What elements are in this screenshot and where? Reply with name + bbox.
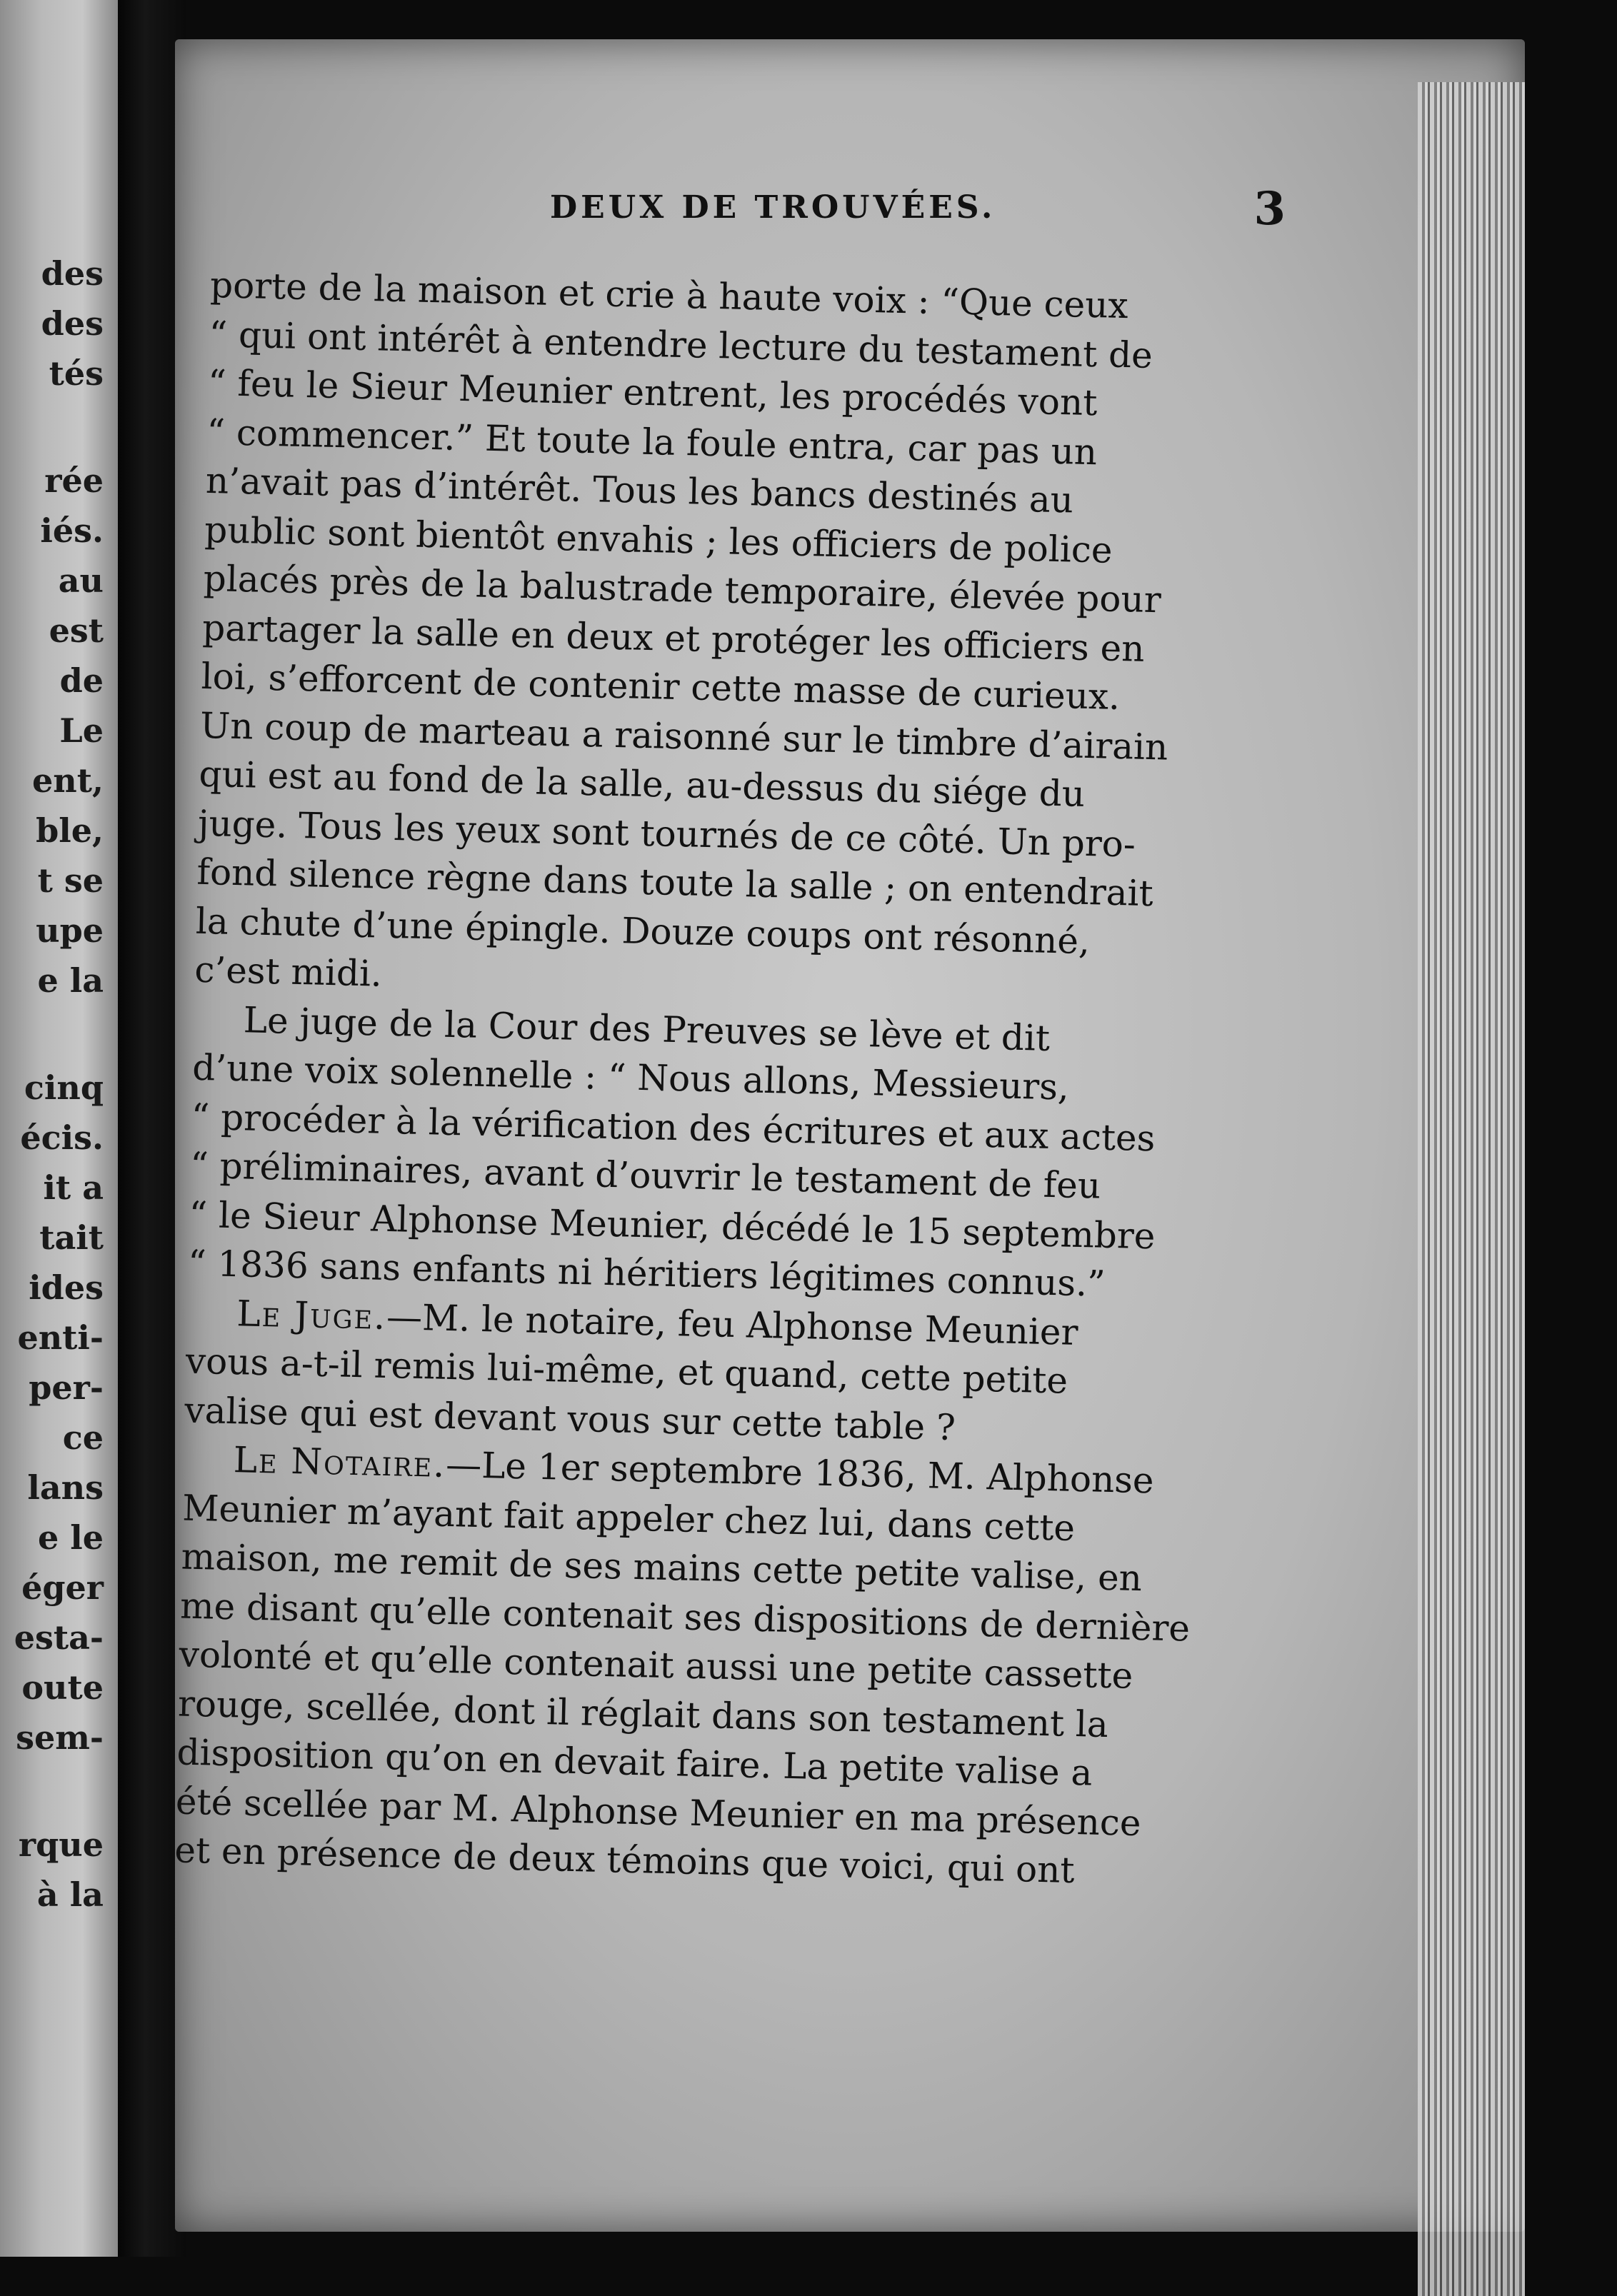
- text-line: d’une voix solennelle : “ Nous allons, Messieurs,: [191, 1046, 1070, 1108]
- text-line: été scellée par M. Alphonse Meunier en ma présence: [175, 1780, 1142, 1844]
- previous-page-text-fragment: oute: [21, 1668, 104, 1707]
- text-line: la chute d’une épingle. Douze coups ont résonné,: [195, 900, 1091, 962]
- previous-page-text-fragment: enti-: [17, 1318, 104, 1357]
- text-line: Un coup de marteau a raisonné sur le timbre d’airain: [199, 704, 1168, 768]
- previous-page-text-fragment: e le: [37, 1518, 104, 1557]
- previous-page-text-fragment: cinq: [24, 1068, 104, 1107]
- previous-page-text-fragment: est: [49, 611, 104, 650]
- text-line: public sont bientôt envahis ; les officiers de police: [204, 508, 1113, 571]
- previous-page-text-fragment: tait: [39, 1218, 104, 1257]
- text-line: rouge, scellée, dont il réglait dans son testament la: [177, 1682, 1109, 1745]
- page-stack-edge: [1418, 82, 1525, 2296]
- previous-page-text-fragment: ble,: [36, 811, 104, 850]
- speaker-label: Le Notaire.: [233, 1439, 446, 1485]
- text-line: “ préliminaires, avant d’ouvrir le testament de feu: [189, 1144, 1101, 1207]
- dialogue-text: —Le 1er septembre 1836, M. Alphonse: [445, 1443, 1155, 1502]
- previous-page-text-fragment: per-: [29, 1368, 104, 1407]
- text-line: juge. Tous les yeux sont tournés de ce côté. Un pro-: [197, 802, 1136, 866]
- text-line: Meunier m’ayant fait appeler chez lui, dans cette: [181, 1487, 1076, 1549]
- text-line: partager la salle en deux et protéger les officiers en: [201, 606, 1146, 670]
- text-line: “ commencer.” Et toute la foule entra, car pas un: [206, 411, 1098, 473]
- previous-page-text-fragment: ce: [62, 1418, 104, 1457]
- page-header: [264, 182, 1286, 239]
- text-line: disposition qu’on en devait faire. La petite valise a: [176, 1731, 1093, 1794]
- body-text: [174, 261, 1253, 1898]
- previous-page-text-fragment: esta-: [14, 1618, 104, 1657]
- text-line: qui est au fond de la salle, au-dessus du siége du: [199, 753, 1086, 815]
- text-line: Le juge de la Cour des Preuves se lève et dit: [243, 998, 1051, 1059]
- previous-page-text-fragment: tés: [49, 354, 104, 393]
- text-line: “ qui ont intérêt à entendre lecture du testament de: [209, 313, 1153, 376]
- previous-page-text-fragment: des: [41, 254, 104, 293]
- previous-page-text-fragment: écis.: [20, 1118, 104, 1157]
- text-line: “ procéder à la vérification des écritures et aux actes: [191, 1096, 1156, 1159]
- text-line: volonté et qu’elle contenait aussi une petite cassette: [179, 1633, 1133, 1697]
- text-line: maison, me remit de ses mains cette petite valise, en: [181, 1535, 1143, 1600]
- previous-page-text-fragment: t se: [37, 861, 104, 900]
- text-line: placés près de la balustrade temporaire, élevée pour: [203, 557, 1162, 621]
- previous-page-text-fragment: éger: [21, 1568, 104, 1607]
- text-line: “ feu le Sieur Meunier entrent, les procédés vont: [207, 361, 1098, 424]
- previous-page-text-fragment: au: [58, 561, 104, 600]
- previous-page-text-fragment: rée: [44, 461, 104, 500]
- previous-page-text-fragment: ent,: [32, 761, 104, 800]
- previous-page-text-fragment: ides: [29, 1268, 104, 1307]
- previous-page-text-fragment: upe: [36, 911, 104, 950]
- text-line: loi, s’efforcent de contenir cette masse de curieux.: [201, 655, 1121, 718]
- page-number: 3: [1253, 182, 1286, 236]
- previous-page-text-fragment: e la: [37, 961, 104, 1000]
- text-line: valise qui est devant vous sur cette table ?: [184, 1389, 956, 1448]
- text-line: et en présence de deux témoins que voici, qui ont: [174, 1829, 1076, 1892]
- previous-page-text-fragment: lans: [27, 1468, 104, 1507]
- text-line: “ 1836 sans enfants ni héritiers légitimes connus.”: [187, 1242, 1106, 1305]
- previous-page-text-fragment: des: [41, 304, 104, 343]
- previous-page-text-fragment: iés.: [40, 511, 104, 550]
- previous-page-text-fragment: sem-: [16, 1718, 104, 1757]
- previous-page-text-fragment: à la: [36, 1875, 104, 1914]
- previous-page-text-fragment: it a: [43, 1168, 104, 1207]
- previous-page-text-fragment: Le: [59, 711, 104, 750]
- text-line: me disant qu’elle contenait ses dispositions de dernière: [179, 1585, 1191, 1650]
- text-line: c’est midi.: [194, 948, 383, 995]
- previous-page-edge: [0, 0, 118, 2257]
- previous-page-text-fragment: rque: [18, 1825, 104, 1864]
- text-line: porte de la maison et crie à haute voix : “Que ceux: [209, 264, 1129, 327]
- previous-page-text-fragment: de: [59, 661, 104, 700]
- text-line: “ le Sieur Alphonse Meunier, décédé le 15 septembre: [189, 1193, 1156, 1257]
- text-line: vous a-t-il remis lui-même, et quand, cette petite: [185, 1340, 1068, 1402]
- dialogue-text: —M. le notaire, feu Alphonse Meunier: [386, 1295, 1079, 1353]
- text-line: n’avait pas d’intérêt. Tous les bancs destinés au: [205, 459, 1074, 521]
- running-head: DEUX DE TROUVÉES.: [550, 189, 996, 226]
- text-line: fond silence règne dans toute la salle ; on entendrait: [196, 851, 1154, 915]
- speaker-label: Le Juge.: [236, 1292, 387, 1338]
